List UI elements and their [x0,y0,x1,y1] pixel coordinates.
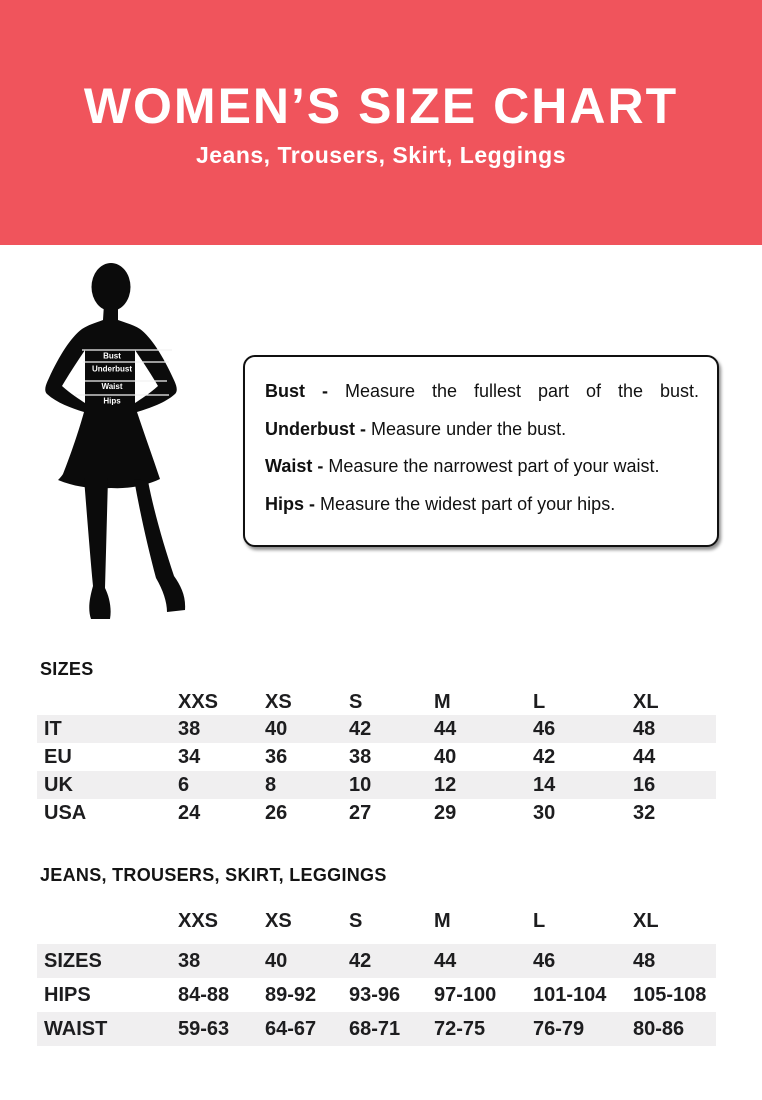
header-cell-m: M [434,910,451,932]
sizes-table-header-row [37,689,716,715]
cell: 16 [633,773,656,796]
header-cell-xl: XL [633,690,659,713]
cell: 44 [434,717,457,740]
row-label: IT [44,717,62,740]
instruction-separator: - [317,456,324,476]
row-label: SIZES [44,949,102,972]
cell: 105-108 [633,983,707,1006]
silhouette-left-leg [84,478,111,619]
cell: 48 [633,949,656,972]
table-row-hips [37,978,716,1012]
row-label: EU [44,745,72,768]
cell: 24 [178,801,201,824]
hips-label: Hips [103,396,121,406]
cell: 14 [533,773,556,796]
cell: 10 [349,773,372,796]
cell: 93-96 [349,983,401,1006]
instruction-desc: Measure under the bust. [371,418,567,439]
cell: 84-88 [178,983,230,1006]
row-label: USA [44,801,87,824]
instruction-separator: - [309,493,316,514]
page-title: WOMEN’S SIZE CHART [83,78,679,134]
cell: 48 [633,717,656,740]
cell: 76-79 [533,1017,585,1040]
table-row-eu [37,743,716,771]
underbust-label: Underbust [92,364,132,374]
cell: 46 [533,717,556,740]
header-banner [0,0,762,245]
row-label: HIPS [44,983,91,1006]
row-label: UK [44,773,73,796]
table-row-usa [37,799,716,827]
cell: 6 [178,773,190,796]
instruction-term: Waist [265,456,313,476]
cell: 101-104 [533,983,607,1006]
cell: 68-71 [349,1017,401,1040]
cell: 29 [434,801,457,824]
garment-measurements-table [37,866,716,1046]
woman-silhouette-figure [33,258,193,636]
garment-table-header-row [37,910,716,932]
header-cell-xs: XS [265,910,292,932]
cell: 44 [434,949,457,972]
header-cell-xl: XL [633,910,659,932]
table-row-it [37,715,716,743]
table-row-sizes [37,944,716,978]
cell: 42 [349,717,372,740]
cell: 32 [633,801,656,824]
cell: 64-67 [265,1017,317,1040]
instruction-separator: - [360,418,367,439]
table-row-uk [37,771,716,799]
header-cell-xs: XS [265,690,292,713]
header-cell-m: M [434,690,451,713]
cell: 59-63 [178,1017,230,1040]
instruction-desc: Measure the fullest part of the bust. [344,381,699,401]
cell: 38 [178,717,201,740]
silhouette-head [92,263,131,311]
cell: 38 [178,949,201,972]
silhouette-right-leg [134,479,185,612]
instruction-hips [265,486,699,524]
cell: 30 [533,801,556,824]
instruction-underbust [265,411,699,449]
instruction-term: Hips [265,493,305,514]
cell: 89-92 [265,983,317,1006]
cell: 8 [265,773,277,796]
instruction-separator: - [321,381,328,401]
measurement-instructions-box [243,355,719,547]
cell: 40 [434,745,457,768]
cell: 44 [633,745,656,768]
instruction-waist [265,448,699,486]
instruction-desc: Measure the widest part of your hips. [320,493,616,514]
cell: 38 [349,745,372,768]
page-subtitle: Jeans, Trousers, Skirt, Leggings [195,142,567,168]
cell: 27 [349,801,372,824]
cell: 42 [533,745,556,768]
header-cell-s: S [349,910,363,932]
cell: 40 [265,949,288,972]
sizes-table-title: SIZES [40,659,94,679]
garment-table-title: JEANS, TROUSERS, SKIRT, LEGGINGS [40,865,387,885]
instruction-term: Bust [265,381,305,401]
cell: 80-86 [633,1017,685,1040]
header-cell-s: S [349,690,363,713]
header-cell-xxs: XXS [178,690,219,713]
cell: 40 [265,717,288,740]
row-label: WAIST [44,1017,108,1040]
cell: 36 [265,745,288,768]
woman-silhouette-image [33,258,193,636]
waist-label: Waist [101,382,123,391]
header-cell-l: L [533,690,546,713]
cell: 97-100 [434,983,497,1006]
bust-label: Bust [103,351,121,361]
instruction-term: Underbust [265,418,355,439]
cell: 46 [533,949,556,972]
instruction-bust [265,373,699,411]
cell: 12 [434,773,457,796]
header-cell-xxs: XXS [178,910,219,932]
sizes-table [37,660,716,827]
cell: 42 [349,949,372,972]
instruction-desc: Measure the narrowest part of your waist. [328,456,660,476]
table-row-waist [37,1012,716,1046]
cell: 34 [178,745,201,768]
cell: 26 [265,801,288,824]
cell: 72-75 [434,1017,486,1040]
header-cell-l: L [533,910,546,932]
